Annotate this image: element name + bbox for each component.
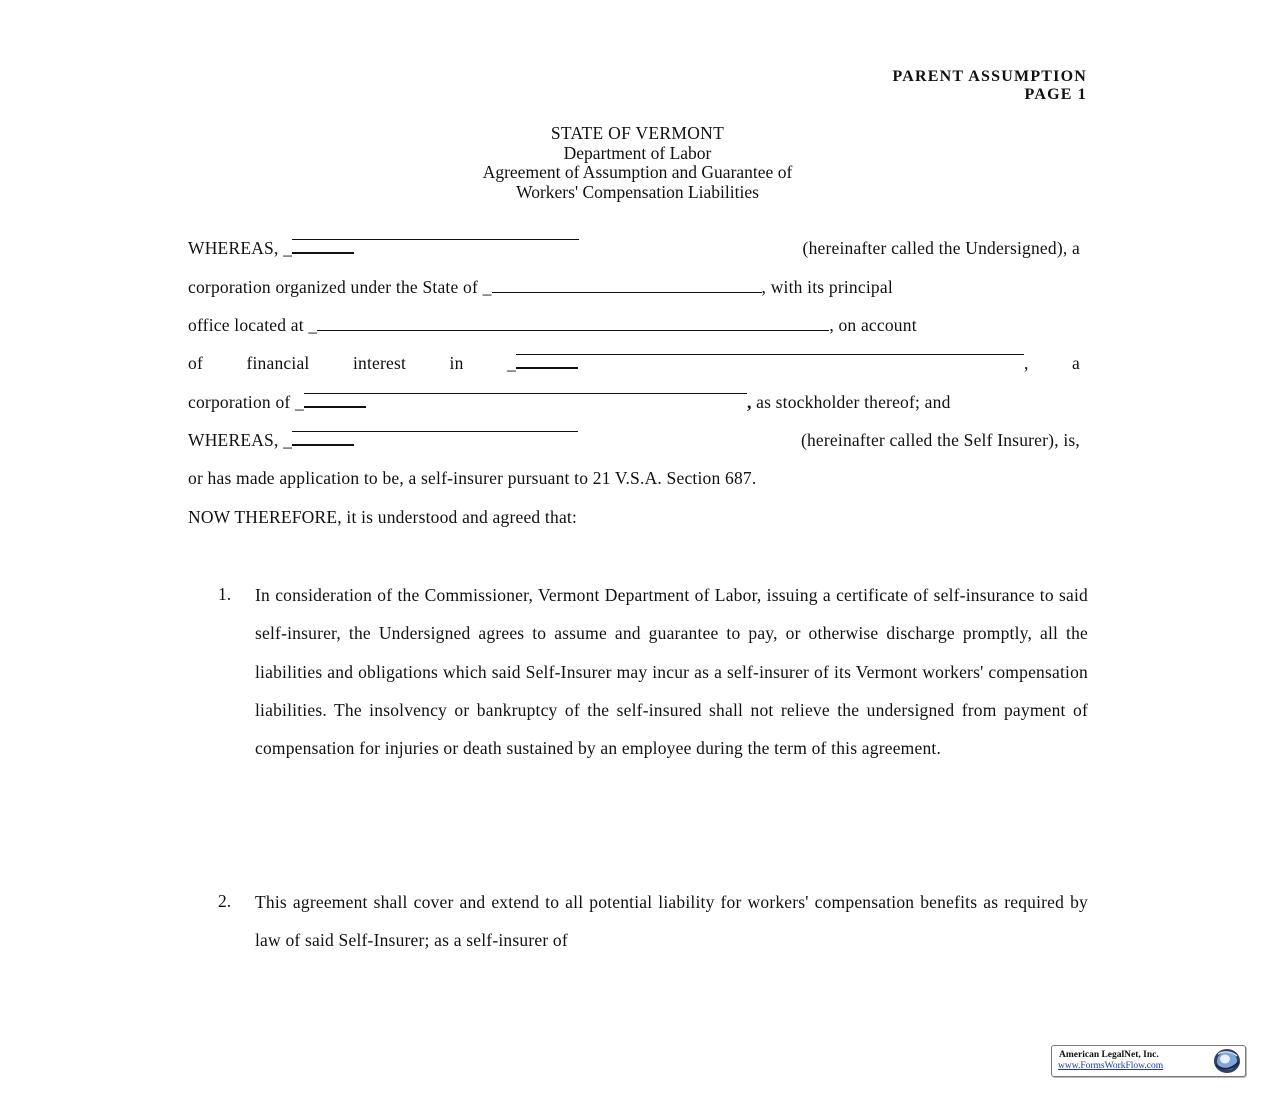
on-account-text: , on account [829,315,917,335]
application-line: or has made application to be, a self-insurer pursuant to 21 V.S.A. Section 687. [188,468,757,488]
page-label: PAGE 1 [1024,86,1087,103]
stockholder-text: as stockholder thereof; and [751,392,951,412]
word-a: a [1072,353,1080,373]
whereas-label-1: WHEREAS, _ [188,238,293,258]
corporation-of-line [188,392,1080,413]
principal-office-blank[interactable] [317,329,829,331]
undersigned-definition: (hereinafter called the Undersigned), a [802,238,1080,258]
badge-website-link[interactable]: www.FormsWorkFlow.com [1058,1061,1164,1071]
document-title [0,124,1275,202]
office-location-label: office located at _ [188,315,318,335]
whereas-undersigned-line [188,238,1080,259]
word-financial: financial [246,353,310,373]
blank-prefix: _ [507,353,516,373]
clause-number: 1. [218,584,232,604]
comma: , [746,392,752,412]
self-insurer-definition: (hereinafter called the Self Insurer), is, [800,430,1080,450]
whereas-self-insurer-line [188,430,1080,451]
state-of-organization-blank[interactable] [492,291,762,293]
principal-office-intro: , with its principal [761,277,893,297]
department-name: Department of Labor [563,142,712,163]
agreement-title-line1: Agreement of Assumption and Guarantee of [482,162,793,182]
comma: , [1023,353,1029,373]
agreement-title-line2: Workers' Compensation Liabilities [516,181,759,202]
organized-state-line [188,277,1080,298]
now-therefore-line: NOW THEREFORE, it is understood and agreed that: [188,507,578,527]
globe-swirl-icon [1212,1047,1242,1075]
corporation-state-blank[interactable] [304,392,747,394]
clause-text: In consideration of the Commissioner, Vermont Department of Labor, issuing a certificate of self-insurance to said self-insurer, the Undersigned agrees to assume and guarantee to pay, or otherwise discharge promptly, all the liabilities and obligations which said Self-Insurer may incur as a self-insurer of its Vermont workers' compensation liabilities. The insolvency or bankruptcy of the self-insured shall not relieve the undersigned from payment of compensation for injuries or death sustained by an employee during the term of this agreement. [255,585,1088,759]
state-name: STATE OF VERMONT [550,123,725,143]
organized-state-label: corporation organized under the State of _ [188,277,492,297]
corporation-of-label: corporation of _ [188,392,304,412]
office-location-line [188,315,1080,336]
clause-number: 2. [218,891,232,911]
word-interest: interest [352,353,407,373]
self-insurer-blank[interactable] [292,430,578,432]
word-of: of [188,353,203,373]
clause-text: This agreement shall cover and extend to all potential liability for workers' compensation benefits as required by law of said Self-Insurer; as a self-insurer of [255,892,1088,951]
financial-interest-line [188,353,1080,374]
self-insurer-name-blank[interactable] [516,353,1024,355]
form-name: PARENT ASSUMPTION [892,68,1087,85]
form-header [892,68,1087,104]
undersigned-name-blank[interactable] [292,238,579,240]
whereas-label-2: WHEREAS, _ [188,430,293,450]
word-in: in [449,353,464,373]
american-legalnet-badge[interactable] [1051,1045,1246,1077]
badge-company: American LegalNet, Inc. [1059,1050,1159,1060]
